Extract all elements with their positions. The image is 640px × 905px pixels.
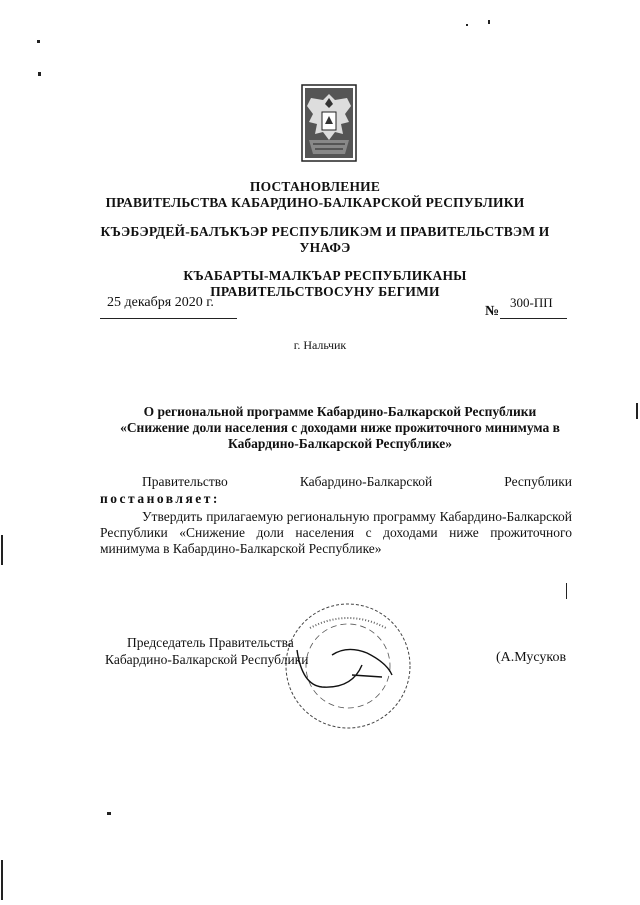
handwritten-signature [292, 645, 402, 695]
gov-word: Республики [504, 474, 572, 489]
document-date: 25 декабря 2020 г. [107, 295, 214, 310]
coat-of-arms-icon [301, 84, 357, 162]
government-line [100, 474, 572, 490]
scan-edge [1, 535, 3, 565]
scan-speck [466, 24, 468, 26]
decree-word: постановляет: [100, 491, 220, 506]
gov-word: Правительство [142, 474, 228, 489]
scan-edge [1, 860, 3, 900]
government-name-ru: ПРАВИТЕЛЬСТВА КАБАРДИНО-БАЛКАРСКОЙ РЕСПУБЛИКИ [105, 195, 525, 210]
date-underline [100, 318, 237, 319]
document-number: 300-ПП [510, 295, 553, 310]
city: г. Нальчик [293, 338, 347, 352]
number-underline [500, 318, 567, 319]
document-title: О региональной программе Кабардино-Балкарской Республики «Снижение доли населения с доходами ниже прожиточного минимума в Кабардино-Балкарской Республике» [120, 404, 560, 451]
number-label: № [485, 304, 500, 319]
scan-edge [636, 403, 638, 419]
scan-speck [38, 72, 41, 76]
government-name-krc: КЪАБАРТЫ-МАЛКЪАР РЕСПУБЛИКАНЫ ПРАВИТЕЛЬСТВОСУНУ БЕГИМИ [183, 268, 467, 299]
document-type-title: ПОСТАНОВЛЕНИЕ [249, 179, 381, 194]
position-line: Председатель Правительства [127, 635, 294, 650]
scan-edge [566, 583, 567, 599]
position-line: Кабардино-Балкарской Республики [105, 652, 309, 667]
scan-speck [37, 40, 40, 43]
approve-paragraph: Утвердить прилагаемую региональную программу Кабардино-Балкарской Республики «Снижение доли населения с доходами ниже прожиточного минимума в Кабардино-Балкарской Республике» [100, 509, 572, 556]
scan-speck [107, 812, 111, 815]
gov-word: Кабардино-Балкарской [299, 474, 433, 489]
government-name-kbd: КЪЭБЭРДЕЙ-БАЛЪКЪЭР РЕСПУБЛИКЭМ И ПРАВИТЕЛЬСТВЭМ И УНАФЭ [100, 224, 550, 255]
signatory-position [105, 634, 308, 668]
signatory-name: (А.Мусуков [496, 650, 567, 665]
scan-speck [488, 20, 490, 24]
